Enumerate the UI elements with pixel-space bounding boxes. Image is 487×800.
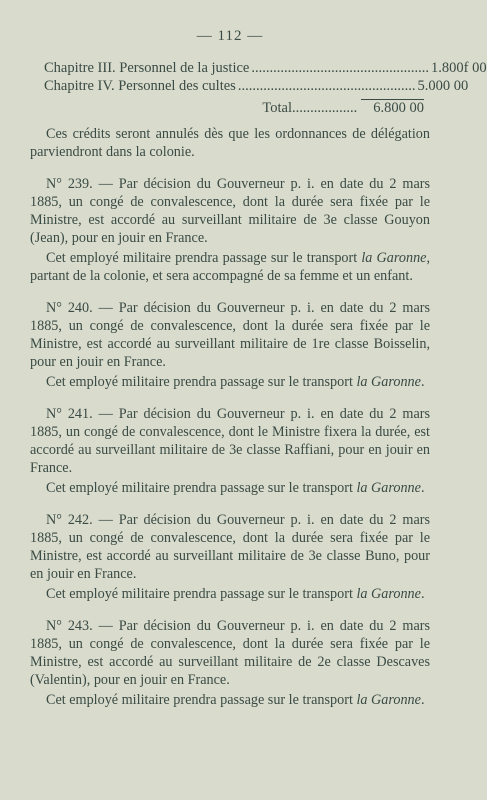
decision-number: N° 242. [46, 512, 93, 528]
travel-paragraph [30, 479, 430, 497]
decision-242 [30, 511, 430, 603]
travel-text-end: . [420, 586, 425, 602]
decision-text: — Par décision du Gouverneur p. i. en date du 2 mars 1885, un congé de convalescence, dont la durée sera fixée par le Ministre, est accordé au surveillant militaire de 3e classe Buno, pour en jouir en France. [30, 512, 431, 582]
decision-paragraph [30, 511, 430, 583]
travel-paragraph [30, 373, 430, 391]
travel-text: Cet employé militaire prendra passage sur le transport [46, 692, 353, 708]
travel-text: Cet employé militaire prendra passage sur le transport [46, 374, 353, 390]
decision-number: N° 239. [46, 176, 93, 192]
decision-number: N° 240. [46, 300, 93, 316]
decision-243 [30, 617, 430, 709]
total-row [30, 99, 430, 117]
travel-text-end: , partant de la colonie, et sera accompagné de sa femme et un enfant. [30, 250, 431, 284]
total-label: Total [262, 100, 292, 116]
ship-name: la Garonne [356, 480, 421, 496]
decision-240 [30, 299, 430, 391]
decision-number: N° 241. [46, 406, 93, 422]
travel-text-end: . [420, 374, 425, 390]
annulment-note: Ces crédits seront annulés dès que les ordonnances de délégation parviendront dans la colonie. [30, 126, 430, 160]
leader-dots: ................................................. [237, 78, 416, 94]
total-amount: 6.800 00 [361, 99, 424, 117]
ship-name: la Garonne [356, 692, 421, 708]
credit-label: Chapitre III. Personnel de la justice [44, 60, 250, 76]
decision-paragraph [30, 405, 430, 477]
credit-amount: 5.000 00 [417, 78, 469, 94]
decision-paragraph [30, 175, 430, 247]
ship-name: la Garonne [356, 586, 421, 602]
travel-text-end: . [420, 692, 425, 708]
travel-text-end: . [420, 480, 425, 496]
travel-paragraph [30, 249, 430, 285]
decision-239 [30, 175, 430, 285]
page-number: — 112 — [196, 28, 264, 44]
leader-dots: .................. [292, 100, 358, 116]
decision-paragraph [30, 299, 430, 371]
travel-text: Cet employé militaire prendra passage sur le transport [46, 250, 358, 266]
leader-dots: ................................................. [251, 60, 429, 76]
decision-text: — Par décision du Gouverneur p. i. en date du 2 mars 1885, un congé de convalescence, dont le Ministre fixera la durée, est accordé au surveillant militaire de 3e classe Raffiani, pour en jouir en France. [30, 406, 431, 476]
travel-text: Cet employé militaire prendra passage sur le transport [46, 480, 353, 496]
ship-name: la Garonne [361, 250, 427, 266]
decision-241 [30, 405, 430, 497]
decision-text: — Par décision du Gouverneur p. i. en date du 2 mars 1885, un congé de convalescence, dont la durée sera fixée par le Ministre, est accordé au surveillant militaire de 1re classe Boisselin, pour en jouir en France. [30, 300, 431, 370]
credit-row-cultes [30, 77, 469, 95]
credit-amount: 1.800f 00 [430, 60, 487, 76]
decision-number: N° 243. [46, 618, 93, 634]
credit-row-justice [30, 59, 487, 77]
decision-text: — Par décision du Gouverneur p. i. en date du 2 mars 1885, un congé de convalescence, dont la durée sera fixée par le Ministre, est accordé au surveillant militaire de 3e classe Gouyon (Jean), pour en jouir en France. [30, 176, 431, 246]
ship-name: la Garonne [356, 374, 421, 390]
travel-paragraph [30, 585, 430, 603]
decision-paragraph [30, 617, 430, 689]
decision-text: — Par décision du Gouverneur p. i. en date du 2 mars 1885, un congé de convalescence, dont la durée sera fixée par le Ministre, est accordé au surveillant militaire de 2e classe Descaves (Valentin), pour en jouir en France. [30, 618, 431, 688]
credit-label: Chapitre IV. Personnel des cultes [44, 78, 236, 94]
travel-text: Cet employé militaire prendra passage sur le transport [46, 586, 353, 602]
travel-paragraph [30, 691, 430, 709]
